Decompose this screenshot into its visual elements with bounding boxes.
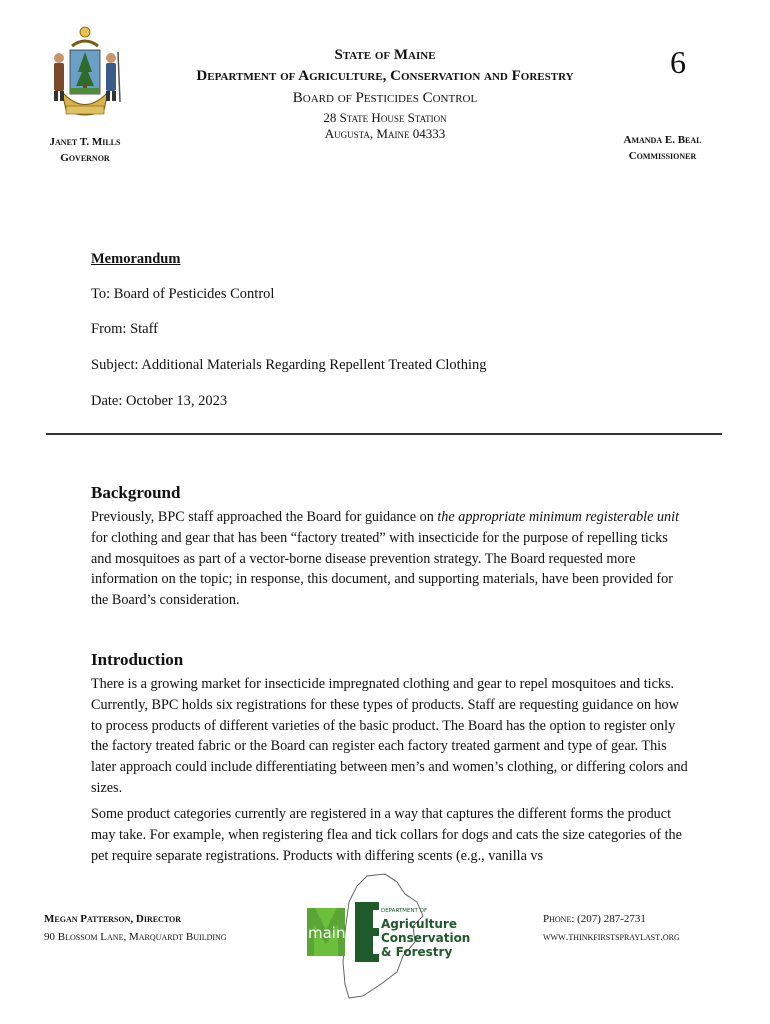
commissioner-title: Commissioner [628,149,697,162]
governor-name: Janet T. Mills [49,136,121,148]
background-text-italic: the appropriate minimum registerable unit [437,509,680,525]
footer-website: www.thinkfirstspraylast.org [543,930,680,943]
header-street: 28 State House Station [323,110,447,125]
governor-title: Governor [60,151,110,164]
footer-right [543,911,680,946]
footer-address: 90 Blossom Lane, Marquardt Building [44,930,227,943]
header-city: Augusta, Maine 04333 [324,126,446,141]
memo-from: From: Staff [91,321,158,337]
introduction-paragraph-1: There is a growing market for insecticide impregnated clothing and gear to repel mosquitoes and ticks. Currently, BPC holds six registrations for these types of products. Staff are requesting guidance on how to process products of different varieties of the basic product. The Board has the option to register only the factory treated fabric or the Board can register each factory treated garment and type of gear. This later approach could include differentiating between men’s and women’s clothing, or differing colors and sizes. [91,676,688,796]
background-text-end: for clothing and gear that has been “factory treated” with insecticide for the purpose of repelling ticks and mosquitoes as part of a vector-borne disease prevention strategy. The Board requested more information on the topic; in response, this document, and supporting materials, have been provided for the Board’s consideration. [91,529,673,609]
background-heading: Background [91,483,181,502]
header-board: Board of Pesticides Control [292,90,478,106]
footer-phone: Phone: (207) 287-2731 [543,913,646,925]
background-text-start: Previously, BPC staff approached the Board for guidance on [91,509,438,525]
logo-conservation: Conservation [381,931,471,945]
header-state: State of Maine [334,47,436,63]
department-logo [305,872,475,1002]
governor-block [30,135,140,167]
footer-left [44,911,227,946]
footer-director: Megan Patterson, Director [44,913,182,925]
logo-maine-text: maine [308,924,355,942]
background-paragraph [91,507,691,611]
memo-to: To: Board of Pesticides Control [91,286,275,302]
page-number: 6 [670,44,686,80]
logo-agriculture: Agriculture [381,917,458,931]
commissioner-name: Amanda E. Beal [623,134,702,146]
logo-forestry: & Forestry [381,945,453,959]
state-seal-icon [42,22,128,120]
commissioner-block [600,133,725,165]
introduction-heading: Introduction [91,650,184,669]
header-department: Department of Agriculture, Conservation and Forestry [196,68,574,84]
logo-dept-of: DEPARTMENT OF [381,908,428,914]
introduction-paragraph-2: Some product categories currently are registered in a way that captures the different forms the product may take. For example, when registering flea and tick collars for dogs and cats the size categories of the pet require separate registrations. Products with differing scents (e.g., vanilla vs [91,806,682,864]
memo-subject: Subject: Additional Materials Regarding Repellent Treated Clothing [91,357,487,373]
memo-date: Date: October 13, 2023 [91,393,228,409]
divider [46,433,722,435]
memo-title: Memorandum [91,251,181,267]
